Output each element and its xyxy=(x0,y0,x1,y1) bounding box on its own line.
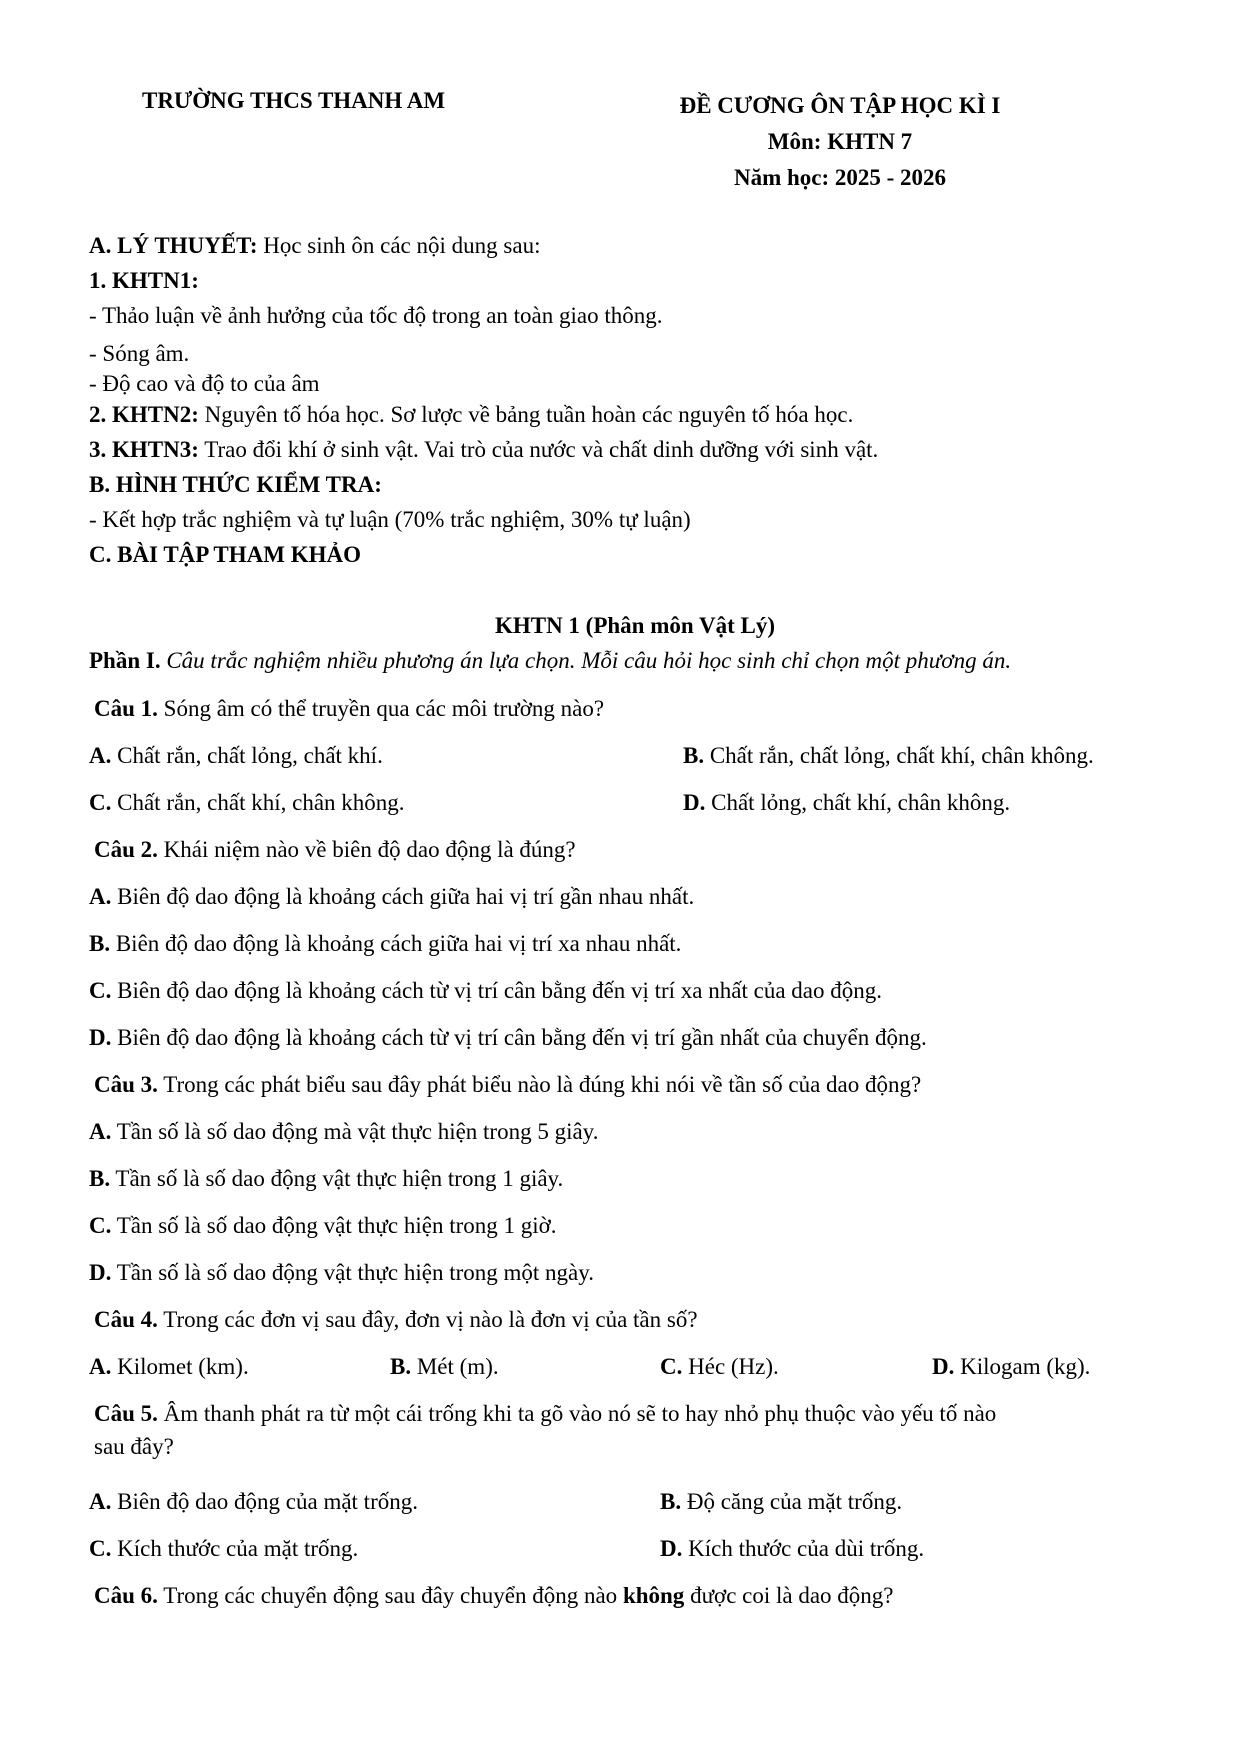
question-3: Câu 3. Trong các phát biểu sau đây phát biểu nào là đúng khi nói về tần số của dao động? xyxy=(94,1072,922,1097)
q2-option-c: C. Biên độ dao động là khoảng cách từ vị trí cân bằng đến vị trí xa nhất của dao động. xyxy=(89,978,882,1003)
part-heading: KHTN 1 (Phân môn Vật Lý) xyxy=(494,613,776,638)
q5-option-b: B. Độ căng của mặt trống. xyxy=(660,1489,903,1514)
section-b: B. HÌNH THỨC KIỂM TRA: xyxy=(89,472,382,497)
document-title: ĐỀ CƯƠNG ÔN TẬP HỌC KÌ I xyxy=(679,93,1001,118)
khtn2-line: 2. KHTN2: Nguyên tố hóa học. Sơ lược về bảng tuần hoàn các nguyên tố hóa học. xyxy=(89,402,854,427)
q3-option-b: B. Tần số là số dao động vật thực hiện trong 1 giây. xyxy=(89,1166,564,1191)
section-b-text: - Kết hợp trắc nghiệm và tự luận (70% trắc nghiệm, 30% tự luận) xyxy=(89,507,691,532)
khtn3-line: 3. KHTN3: Trao đổi khí ở sinh vật. Vai trò của nước và chất dinh dưỡng với sinh vật. xyxy=(89,437,879,462)
document-header xyxy=(620,88,1060,196)
school-name: TRƯỜNG THCS THANH AM xyxy=(142,88,446,113)
section-c: C. BÀI TẬP THAM KHẢO xyxy=(89,542,361,567)
subject-line: Môn: KHTN 7 xyxy=(767,129,913,154)
khtn1-item: - Độ cao và độ to của âm xyxy=(89,371,320,396)
question-2: Câu 2. Khái niệm nào về biên độ dao động là đúng? xyxy=(94,837,576,862)
question-5-cont: sau đây? xyxy=(94,1434,174,1459)
q4-option-c: C. Héc (Hz). xyxy=(660,1354,779,1379)
q2-option-a: A. Biên độ dao động là khoảng cách giữa hai vị trí gần nhau nhất. xyxy=(89,884,695,909)
khtn1-item: - Thảo luận về ảnh hưởng của tốc độ trong an toàn giao thông. xyxy=(89,303,663,328)
q3-option-d: D. Tần số là số dao động vật thực hiện trong một ngày. xyxy=(89,1260,594,1285)
question-5: Câu 5. Âm thanh phát ra từ một cái trống khi ta gõ vào nó sẽ to hay nhỏ phụ thuộc vào yếu tố nào xyxy=(94,1401,997,1426)
q2-option-d: D. Biên độ dao động là khoảng cách từ vị trí cân bằng đến vị trí gần nhất của chuyển động. xyxy=(89,1025,927,1050)
khtn1-label: 1. KHTN1: xyxy=(89,268,199,293)
q1-option-a: A. Chất rắn, chất lỏng, chất khí. xyxy=(89,743,383,768)
q4-option-b: B. Mét (m). xyxy=(390,1354,499,1379)
q5-option-d: D. Kích thước của dùi trống. xyxy=(660,1536,925,1561)
q3-option-c: C. Tần số là số dao động vật thực hiện trong 1 giờ. xyxy=(89,1213,557,1238)
part-instruction: Phần I. Câu trắc nghiệm nhiều phương án lựa chọn. Mỗi câu hỏi học sinh chỉ chọn một phương án. xyxy=(89,648,1012,673)
q1-option-c: C. Chất rắn, chất khí, chân không. xyxy=(89,790,405,815)
q1-option-d: D. Chất lỏng, chất khí, chân không. xyxy=(683,790,1011,815)
question-1: Câu 1. Sóng âm có thể truyền qua các môi trường nào? xyxy=(94,696,605,721)
school-year: Năm học: 2025 - 2026 xyxy=(733,165,947,190)
q5-option-c: C. Kích thước của mặt trống. xyxy=(89,1536,359,1561)
q4-option-a: A. Kilomet (km). xyxy=(89,1354,249,1379)
section-a: A. LÝ THUYẾT: Học sinh ôn các nội dung sau: xyxy=(89,233,541,258)
question-6: Câu 6. Trong các chuyển động sau đây chuyển động nào không được coi là dao động? xyxy=(94,1583,894,1608)
q1-option-b: B. Chất rắn, chất lỏng, chất khí, chân không. xyxy=(683,743,1094,768)
q3-option-a: A. Tần số là số dao động mà vật thực hiện trong 5 giây. xyxy=(89,1119,599,1144)
question-4: Câu 4. Trong các đơn vị sau đây, đơn vị nào là đơn vị của tần số? xyxy=(94,1307,698,1332)
khtn1-item: - Sóng âm. xyxy=(89,341,190,366)
q4-option-d: D. Kilogam (kg). xyxy=(932,1354,1091,1379)
q5-option-a: A. Biên độ dao động của mặt trống. xyxy=(89,1489,418,1514)
q2-option-b: B. Biên độ dao động là khoảng cách giữa hai vị trí xa nhau nhất. xyxy=(89,931,682,956)
